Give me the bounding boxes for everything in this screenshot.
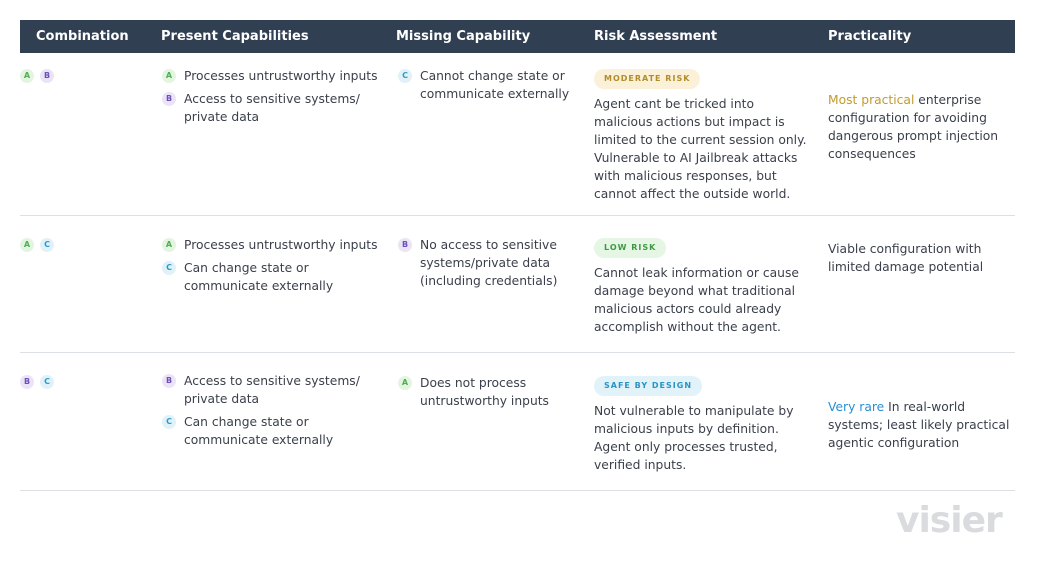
capability-item — [162, 67, 387, 85]
header-present: Present Capabilities — [161, 29, 309, 44]
table-row — [20, 53, 1015, 216]
table-row — [20, 353, 1015, 491]
capability-text: No access to sensitive systems/private data (including credentials) — [420, 238, 558, 288]
practicality — [828, 240, 1020, 276]
risk-badge: MODERATE RISK — [594, 69, 700, 89]
practicality-text: enterprise configuration for avoiding dangerous prompt injection consequences — [828, 93, 999, 161]
risk-assessment — [594, 66, 814, 203]
badge-a: A — [398, 376, 412, 390]
badge-c: C — [40, 375, 54, 389]
missing-capability — [398, 236, 588, 295]
header-missing: Missing Capability — [396, 29, 531, 44]
badge-a: A — [20, 69, 34, 83]
risk-description: Not vulnerable to manipulate by malicious inputs by definition. Agent only processes trusted, verified inputs. — [594, 404, 794, 472]
capability-text: Can change state or communicate externally — [184, 415, 334, 447]
capability-item — [162, 372, 387, 408]
combination-badges — [20, 238, 60, 257]
table-header — [20, 20, 1015, 53]
capability-table — [20, 20, 1015, 491]
combination-badges — [20, 375, 60, 394]
badge-c: C — [40, 238, 54, 252]
badge-b: B — [40, 69, 54, 83]
capability-text: Processes untrustworthy inputs — [184, 69, 378, 83]
practicality-text: In real-world systems; least likely practical agentic configuration — [828, 400, 1010, 450]
capability-item — [398, 374, 588, 410]
present-capabilities — [162, 372, 387, 454]
present-capabilities — [162, 67, 387, 131]
capability-item — [162, 90, 387, 126]
risk-assessment — [594, 373, 814, 474]
badge-a: A — [162, 238, 176, 252]
badge-c: C — [162, 261, 176, 275]
capability-text: Access to sensitive systems/ private data — [184, 92, 360, 124]
badge-a: A — [20, 238, 34, 252]
visier-logo: visier — [896, 500, 1002, 541]
risk-description: Cannot leak information or cause damage beyond what traditional malicious actors could already accomplish without the agent. — [594, 266, 799, 334]
missing-capability — [398, 67, 588, 108]
badge-b: B — [398, 238, 412, 252]
capability-item — [162, 413, 387, 449]
header-practicality: Practicality — [828, 29, 912, 44]
badge-b: B — [162, 374, 176, 388]
practicality — [828, 91, 1020, 163]
risk-badge: SAFE BY DESIGN — [594, 376, 702, 396]
risk-badge: LOW RISK — [594, 238, 666, 258]
capability-item — [162, 259, 387, 295]
badge-c: C — [398, 69, 412, 83]
capability-item — [162, 236, 387, 254]
capability-text: Does not process untrustworthy inputs — [420, 376, 549, 408]
capability-text: Access to sensitive systems/ private data — [184, 374, 360, 406]
badge-b: B — [20, 375, 34, 389]
practicality-text: Viable configuration with limited damage potential — [828, 242, 984, 274]
header-combination: Combination — [36, 29, 129, 44]
practicality — [828, 398, 1020, 452]
missing-capability — [398, 374, 588, 415]
risk-assessment — [594, 235, 814, 336]
capability-text: Cannot change state or communicate externally — [420, 69, 570, 101]
capability-text: Can change state or communicate externally — [184, 261, 334, 293]
badge-b: B — [162, 92, 176, 106]
capability-item — [398, 67, 588, 103]
table-row — [20, 216, 1015, 353]
practicality-highlight: Most practical — [828, 93, 915, 107]
capability-text: Processes untrustworthy inputs — [184, 238, 378, 252]
header-risk: Risk Assessment — [594, 29, 718, 44]
badge-a: A — [162, 69, 176, 83]
combination-badges — [20, 69, 60, 88]
present-capabilities — [162, 236, 387, 300]
risk-description: Agent cant be tricked into malicious actions but impact is limited to the current session only. Vulnerable to AI Jailbreak attacks with malicious responses, but cannot affect the outside world. — [594, 97, 807, 201]
practicality-highlight: Very rare — [828, 400, 885, 414]
badge-c: C — [162, 415, 176, 429]
capability-item — [398, 236, 588, 290]
